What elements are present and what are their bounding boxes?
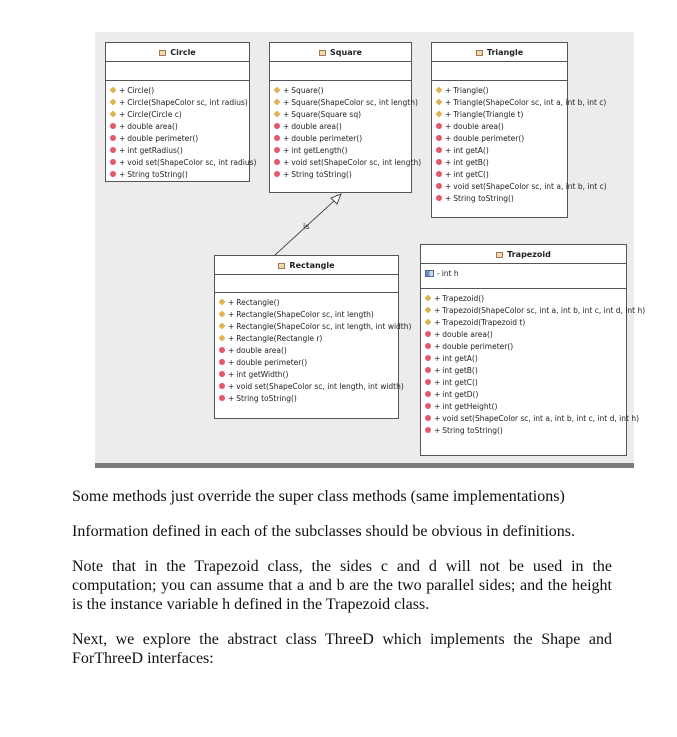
visibility-marker: + <box>445 145 452 155</box>
method-text: void set(ShapeColor sc, int a, int b, int c, int d, int h) <box>442 413 639 423</box>
class-name: Trapezoid <box>507 249 551 259</box>
method-text: double perimeter() <box>453 133 525 143</box>
class-name: Rectangle <box>289 260 335 270</box>
class-name: Circle <box>170 47 196 57</box>
method-text: int getWidth() <box>236 369 289 379</box>
visibility-marker: + <box>283 97 290 107</box>
method-text: String toString() <box>453 193 514 203</box>
method-text: Trapezoid(Trapezoid t) <box>442 317 526 327</box>
method-text: Rectangle() <box>236 297 280 307</box>
visibility-marker: + <box>283 121 290 131</box>
visibility-marker: + <box>283 109 290 119</box>
attribute-text: int h <box>441 268 459 278</box>
class-name: Triangle <box>486 47 524 57</box>
visibility-marker: + <box>445 85 452 95</box>
body-text <box>72 487 612 684</box>
method-text: double perimeter() <box>442 341 514 351</box>
visibility-marker: + <box>434 341 441 351</box>
class-name: Square <box>330 47 362 57</box>
method-text: Square(ShapeColor sc, int length) <box>291 97 418 107</box>
visibility-marker: + <box>119 169 126 179</box>
method-text: double area() <box>453 121 504 131</box>
method-text: String toString() <box>236 393 297 403</box>
method-text: double area() <box>291 121 342 131</box>
visibility-marker: + <box>228 321 235 331</box>
method-text: double area() <box>442 329 493 339</box>
visibility-marker: + <box>228 357 235 367</box>
visibility-marker: + <box>445 193 452 203</box>
visibility-marker: + <box>434 389 441 399</box>
method-text: int getLength() <box>291 145 348 155</box>
visibility-marker: + <box>283 133 290 143</box>
visibility-marker: + <box>445 121 452 131</box>
method-text: Triangle(Triangle t) <box>453 109 524 119</box>
visibility-marker: + <box>119 97 126 107</box>
visibility-marker: + <box>445 157 452 167</box>
method-text: Circle(Circle c) <box>127 109 182 119</box>
method-text: Triangle() <box>453 85 489 95</box>
visibility-marker: - <box>437 268 440 278</box>
relation-label: is <box>303 222 310 231</box>
visibility-marker: + <box>228 333 235 343</box>
paragraph-information: Information defined in each of the subclasses should be obvious in definitions. <box>72 523 576 540</box>
paragraph-trapezoid-note: Note that in the Trapezoid class, the sides c and d will not be used in the computation; you can assume that a and b are the two parallel sides; and the height is the instance variable h defined in the Trapezoid class. <box>72 558 612 613</box>
visibility-marker: + <box>228 309 235 319</box>
method-text: String toString() <box>442 425 503 435</box>
method-text: Triangle(ShapeColor sc, int a, int b, int c) <box>453 97 607 107</box>
visibility-marker: + <box>119 85 126 95</box>
method-text: Square(Square sq) <box>291 109 362 119</box>
visibility-marker: + <box>119 121 126 131</box>
method-text: int getRadius() <box>127 145 183 155</box>
visibility-marker: + <box>445 133 452 143</box>
method-text: double area() <box>127 121 178 131</box>
method-text: double area() <box>236 345 287 355</box>
visibility-marker: + <box>445 181 452 191</box>
method-text: int getC() <box>442 377 478 387</box>
paragraph-override: Some methods just override the super class methods (same implementations) <box>72 488 565 505</box>
visibility-marker: + <box>119 157 126 167</box>
method-text: Rectangle(ShapeColor sc, int length, int width) <box>236 321 412 331</box>
method-text: double perimeter() <box>127 133 199 143</box>
visibility-marker: + <box>445 169 452 179</box>
visibility-marker: + <box>434 401 441 411</box>
method-text: String toString() <box>127 169 188 179</box>
visibility-marker: + <box>119 109 126 119</box>
method-text: double perimeter() <box>291 133 363 143</box>
method-text: double perimeter() <box>236 357 308 367</box>
visibility-marker: + <box>228 345 235 355</box>
visibility-marker: + <box>434 365 441 375</box>
method-text: int getB() <box>442 365 478 375</box>
visibility-marker: + <box>434 353 441 363</box>
method-text: int getA() <box>442 353 478 363</box>
visibility-marker: + <box>283 85 290 95</box>
method-text: Trapezoid() <box>442 293 485 303</box>
method-text: Rectangle(Rectangle r) <box>236 333 323 343</box>
method-text: Trapezoid(ShapeColor sc, int a, int b, int c, int d, int h) <box>442 305 646 315</box>
visibility-marker: + <box>445 109 452 119</box>
visibility-marker: + <box>434 377 441 387</box>
method-text: void set(ShapeColor sc, int a, int b, int c) <box>453 181 607 191</box>
visibility-marker: + <box>434 293 441 303</box>
visibility-marker: + <box>228 297 235 307</box>
method-text: Circle() <box>127 85 155 95</box>
method-text: void set(ShapeColor sc, int length) <box>291 157 422 167</box>
visibility-marker: + <box>228 369 235 379</box>
visibility-marker: + <box>445 97 452 107</box>
visibility-marker: + <box>228 381 235 391</box>
method-text: int getB() <box>453 157 489 167</box>
method-text: int getC() <box>453 169 489 179</box>
visibility-marker: + <box>119 133 126 143</box>
visibility-marker: + <box>434 413 441 423</box>
visibility-marker: + <box>434 329 441 339</box>
visibility-marker: + <box>434 425 441 435</box>
method-text: Rectangle(ShapeColor sc, int length) <box>236 309 374 319</box>
visibility-marker: + <box>283 145 290 155</box>
method-text: int getHeight() <box>442 401 498 411</box>
visibility-marker: + <box>119 145 126 155</box>
visibility-marker: + <box>434 305 441 315</box>
method-text: Circle(ShapeColor sc, int radius) <box>127 97 248 107</box>
method-text: void set(ShapeColor sc, int radius) <box>127 157 257 167</box>
method-text: void set(ShapeColor sc, int length, int width) <box>236 381 404 391</box>
visibility-marker: + <box>283 157 290 167</box>
visibility-marker: + <box>228 393 235 403</box>
visibility-marker: + <box>283 169 290 179</box>
method-text: String toString() <box>291 169 352 179</box>
paragraph-next: Next, we explore the abstract class ThreeD which implements the Shape and ForThreeD interfaces: <box>72 631 612 667</box>
visibility-marker: + <box>434 317 441 327</box>
method-text: Square() <box>291 85 324 95</box>
method-text: int getA() <box>453 145 489 155</box>
method-text: int getD() <box>442 389 479 399</box>
